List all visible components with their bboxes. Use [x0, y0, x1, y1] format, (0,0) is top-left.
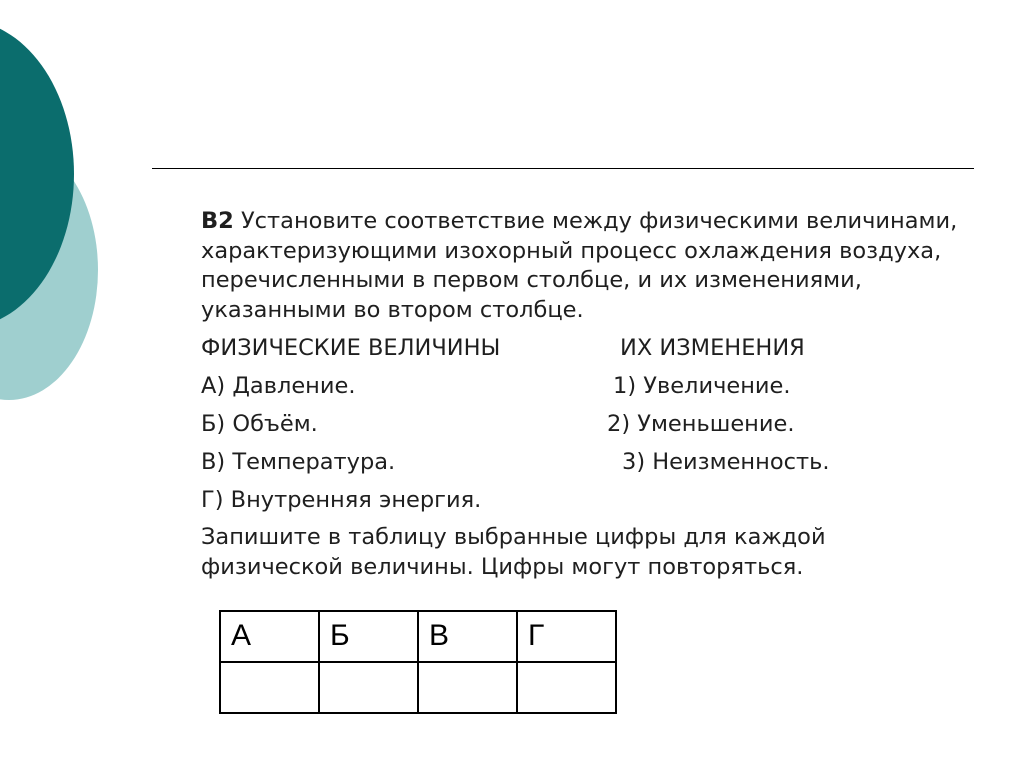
title-divider [152, 168, 974, 169]
task-text: Установите соответствие между физическими величинами, характеризующими изохорный процесс охлаждения воздуха, перечисленными в первом столбце, и их изменениями, указанными во втором столбце. [201, 208, 958, 323]
change-item: 1) Увеличение. [613, 373, 791, 399]
match-row [201, 445, 971, 479]
answer-table-header-row [220, 611, 616, 662]
answer-table-header-cell: Б [319, 611, 418, 662]
task-content [201, 207, 971, 582]
answer-table [219, 610, 617, 714]
columns-header [201, 331, 971, 365]
answer-cell[interactable] [517, 662, 616, 713]
change-item: 3) Неизменность. [622, 449, 830, 475]
answer-table-header-cell: В [418, 611, 517, 662]
quantity-item: Г) Внутренняя энергия. [201, 487, 482, 513]
quantity-item: В) Температура. [201, 449, 396, 475]
answer-cell[interactable] [418, 662, 517, 713]
quantity-item: А) Давление. [201, 373, 356, 399]
answer-table-header-cell: А [220, 611, 319, 662]
answer-cell[interactable] [220, 662, 319, 713]
match-row [201, 407, 971, 441]
answer-cell[interactable] [319, 662, 418, 713]
task-statement [201, 207, 971, 325]
task-code: В2 [201, 208, 234, 234]
answer-table-input-row [220, 662, 616, 713]
change-item: 2) Уменьшение. [607, 411, 795, 437]
instruction-text: Запишите в таблицу выбранные цифры для каждой физической величины. Цифры могут повторяться. [201, 524, 826, 580]
match-row [201, 369, 971, 403]
answer-table-header-cell: Г [517, 611, 616, 662]
right-column-header: ИХ ИЗМЕНЕНИЯ [620, 335, 805, 361]
left-column-header: ФИЗИЧЕСКИЕ ВЕЛИЧИНЫ [201, 335, 501, 361]
quantity-item: Б) Объём. [201, 411, 318, 437]
match-row [201, 483, 971, 517]
